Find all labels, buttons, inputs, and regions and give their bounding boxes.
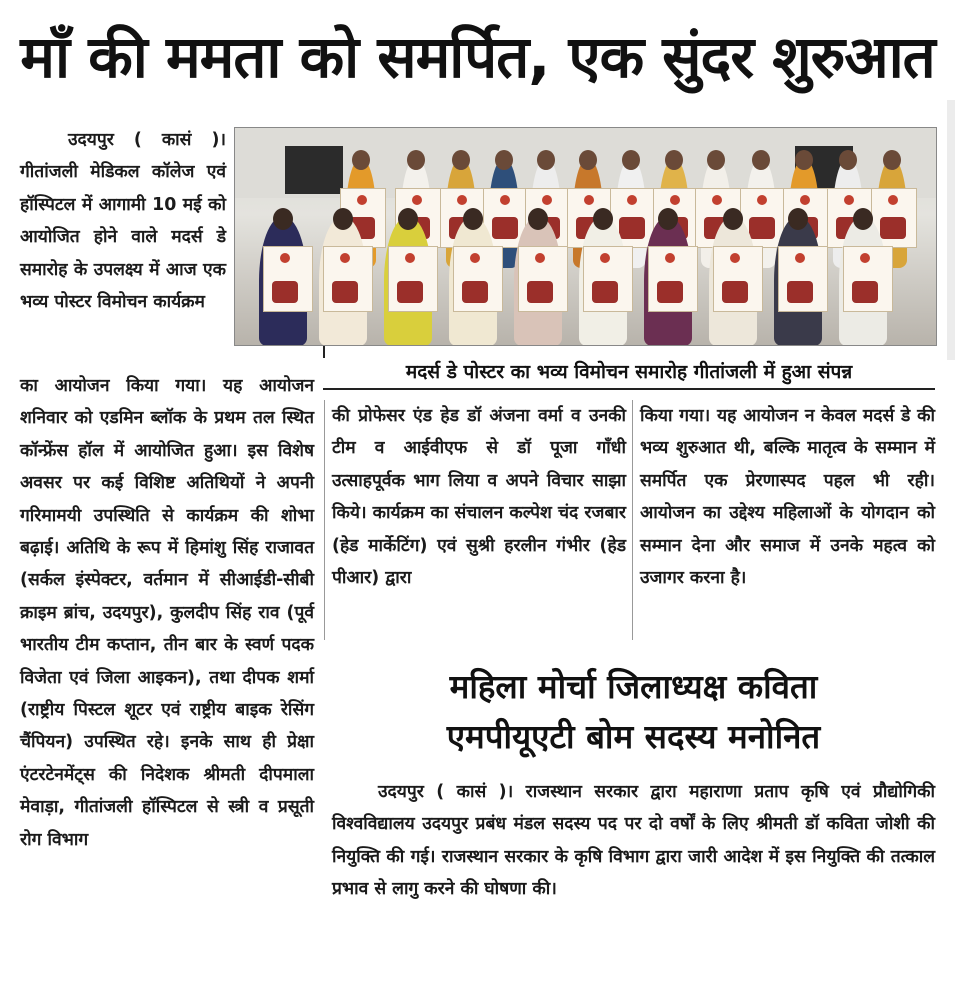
story2-headline-line1: महिला मोर्चा जिलाध्यक्ष कविता: [449, 667, 818, 706]
photo-person-head: [352, 150, 370, 170]
story1-dateline: उदयपुर ( कासं )।: [68, 130, 226, 150]
mothers-day-poster: [713, 246, 763, 312]
photo-caption: मदर्स डे पोस्टर का भव्य विमोचन समारोह गीतांजली में हुआ संपन्न: [323, 356, 935, 390]
photo-person-head: [788, 208, 808, 230]
page-edge-shadow: [947, 100, 955, 360]
story2-body: [332, 776, 935, 906]
mothers-day-poster: [323, 246, 373, 312]
mothers-day-poster: [518, 246, 568, 312]
story1-column2: की प्रोफेसर एंड हेड डॉ अंजना वर्मा व उनकी टीम व आईवीएफ से डॉ पूजा गाँधी उत्साहपूर्वक भाग लिया व अपने विचार साझा किये। कार्यक्रम का संचालन कल्पेश चंद रजबार (हेड मार्केटिंग) एवं सुश्री हरलीन गंभीर (हेड पीआर) द्वारा: [332, 406, 626, 589]
story1-column1-bottom: का आयोजन किया गया। यह आयोजन शनिवार को एडमिन ब्लॉक के प्रथम तल स्थित कॉन्फ्रेंस हॉल में आयोजित हुआ। इस विशेष अवसर पर कई विशिष्ट अतिथियों ने अपनी गरिमामयी उपस्थिति से कार्यक्रम की शोभा बढ़ाई। अतिथि के रूप में हिमांशु सिंह राजावत (सर्कल इंस्पेक्टर, वर्तमान में सीआईडी-सीबी क्राइम ब्रांच, उदयपुर), कुलदीप सिंह राव (पूर्व भारतीय टीम कप्तान, तीन बार के स्वर्ण पदक विजेता एवं जिला आइकन), तथा दीपक शर्मा (राष्ट्रीय पिस्टल शूटर एवं राष्ट्रीय बाइक रेसिंग चैंपियन) उपस्थित रहे। इनके साथ ही प्रेक्षा एंटरटेनमेंट्स की निदेशक श्रीमती दीपमाला मेवाड़ा, गीतांजली हॉस्पिटल से स्त्री व प्रसूती रोग विभाग: [20, 376, 314, 850]
photo-person-head: [528, 208, 548, 230]
mothers-day-poster: [843, 246, 893, 312]
photo-person-head: [452, 150, 470, 170]
photo-person-head: [795, 150, 813, 170]
story2-headline-line2: एमपीयूएटी बोम सदस्य मनोनित: [446, 717, 821, 756]
column-rule: [632, 400, 633, 640]
photo-person-head: [707, 150, 725, 170]
story2-headline: [332, 662, 935, 762]
photo-person-head: [333, 208, 353, 230]
story1-column1-top: [20, 124, 226, 318]
photo-person-head: [579, 150, 597, 170]
photo-person-head: [883, 150, 901, 170]
main-headline: माँ की ममता को समर्पित, एक सुंदर शुरुआत: [20, 23, 935, 91]
mothers-day-poster: [388, 246, 438, 312]
mothers-day-poster: [648, 246, 698, 312]
photo-person-head: [658, 208, 678, 230]
story2-body-text: राजस्थान सरकार द्वारा महाराणा प्रताप कृषि एवं प्रौद्योगिकी विश्वविद्यालय उदयपुर प्रबंध मंडल सदस्य पद पर दो वर्षों के लिए श्रीमती डॉ कविता जोशी की नियुक्ति की गई। राजस्थान सरकार के कृषि विभाग द्वारा जारी आदेश में इस नियुक्ति की तत्काल प्रभाव से लागु करने की घोषणा की।: [332, 782, 936, 900]
mothers-day-poster: [263, 246, 313, 312]
photo-person-head: [723, 208, 743, 230]
photo-screen-left: [285, 146, 343, 194]
photo-person-head: [839, 150, 857, 170]
story1-column3: किया गया। यह आयोजन न केवल मदर्स डे की भव्य शुरुआत थी, बल्कि मातृत्व के सम्मान में समर्पित एक प्रेरणास्पद पहल भी रही। आयोजन का उद्देश्य महिलाओं के योगदान को सम्मान देना और समाज में उनके महत्व को उजागर करना है।: [640, 406, 935, 589]
mothers-day-poster: [453, 246, 503, 312]
photo-person-head: [752, 150, 770, 170]
mothers-day-poster: [583, 246, 633, 312]
photo-person-head: [593, 208, 613, 230]
photo-person-head: [407, 150, 425, 170]
photo-person-head: [463, 208, 483, 230]
photo-person-head: [853, 208, 873, 230]
photo-person-head: [537, 150, 555, 170]
photo-person-head: [622, 150, 640, 170]
photo-person-head: [398, 208, 418, 230]
photo-person-head: [495, 150, 513, 170]
photo-person-head: [665, 150, 683, 170]
story2-dateline: उदयपुर ( कासं )।: [378, 782, 514, 802]
event-photo: [234, 127, 937, 346]
column-rule: [324, 400, 325, 640]
photo-person-head: [273, 208, 293, 230]
story1-col1-top-text: गीतांजली मेडिकल कॉलेज एवं हॉस्पिटल में आगामी 10 मई को आयोजित होने वाले मदर्स डे समारोह के उपलक्ष्य में आज एक भव्य पोस्टर विमोचन कार्यक्रम: [20, 162, 226, 313]
mothers-day-poster: [778, 246, 828, 312]
